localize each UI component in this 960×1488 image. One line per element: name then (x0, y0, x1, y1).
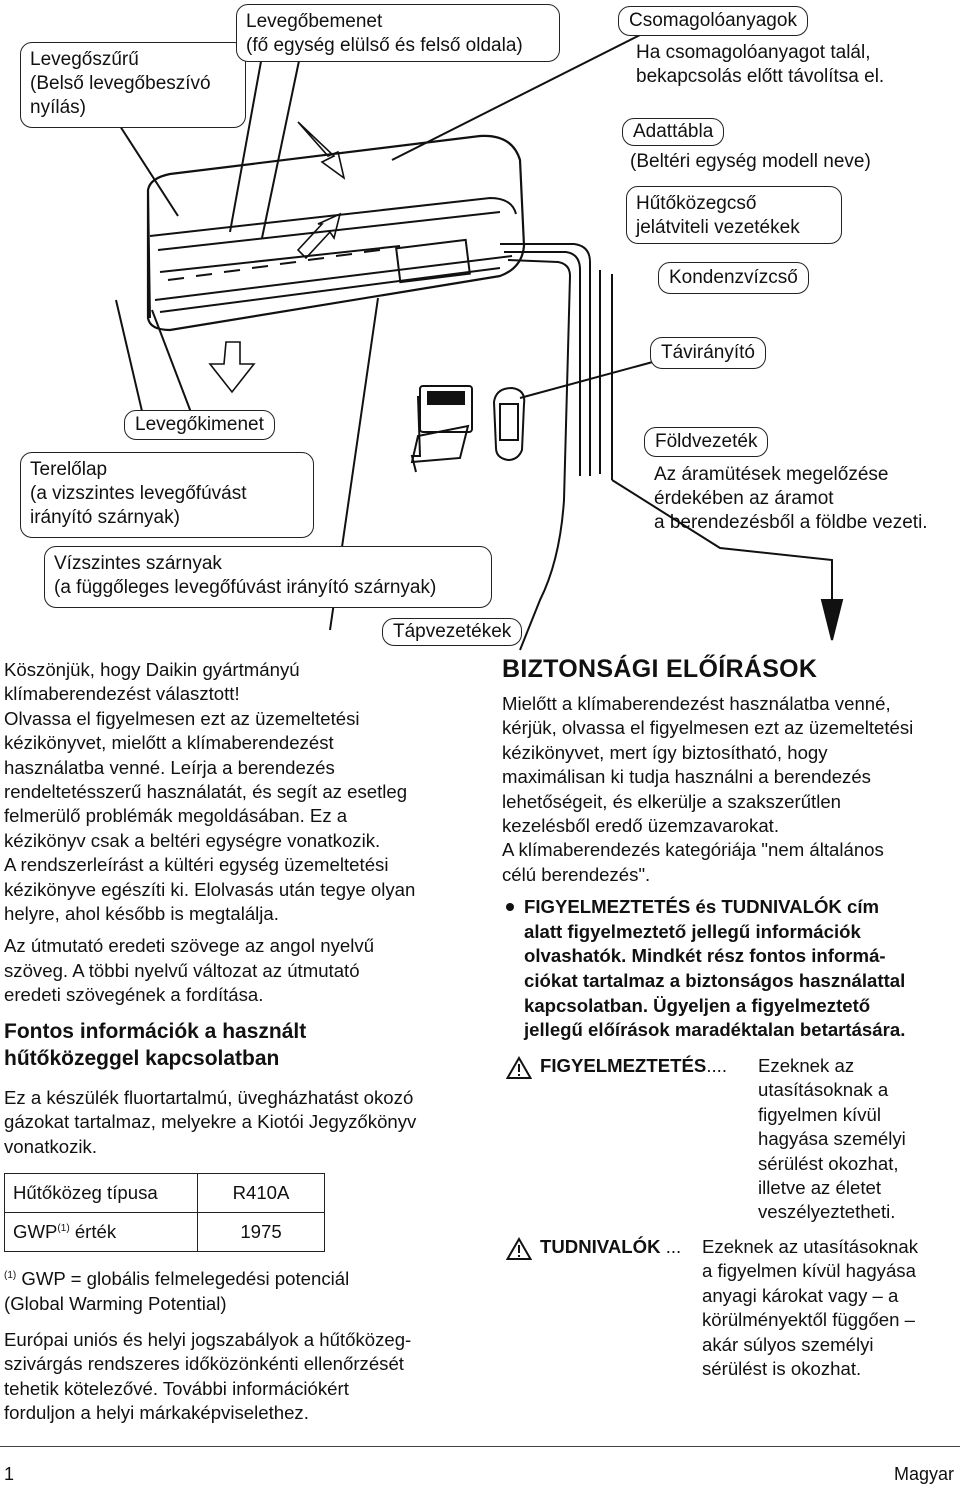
caution-text: Ezeknek az utasításoknak a figyelmen kívül hagyása anyagi károkat vagy – a körülményektől függően – akár súlyos személyi sérülést is okozhat. (702, 1236, 919, 1380)
page-number: 1 (4, 1464, 15, 1484)
table-cell-label: GWP$^{(1)}$ érték (5, 1212, 198, 1251)
footnote: $^{(1)}$ GWP = globális felmelegedési potenciál (Global Warming Potential) (4, 1268, 350, 1314)
louvers-label: Vízszintes szárnyak (a függőleges levegőfúvást irányító szárnyak) (44, 546, 492, 608)
caution-label: TUDNIVALÓK ... (540, 1236, 682, 1257)
packaging-title: Csomagolóanyagok (618, 6, 808, 36)
refrigerant-pipe-label: Hűtőközegcső jelátviteli vezetékek (626, 186, 842, 244)
nameplate-text: (Beltéri egység modell neve) (630, 151, 871, 172)
air-inlet-line-2: (fő egység elülső és felső oldala) (246, 35, 523, 56)
earth-text: Az áramütések megelőzése érdekében az áramot a berendezésből a földbe vezeti. (654, 464, 928, 533)
right-column (502, 654, 954, 1043)
original-language-note: Az útmutató eredeti szövege az angol nyelvű szöveg. A többi nyelvű változat az útmutató eredeti szövegének a fordítása. (4, 935, 375, 1006)
eu-regulation-text: Európai uniós és helyi jogszabályok a hűtőközeg- szivárgás rendszeres időközönkénti ellenőrzését tehetik kötelezővé. További információkért forduljon a helyi márkaképviselethez. (4, 1328, 412, 1424)
table-row (5, 1173, 325, 1212)
footer-divider (0, 1446, 960, 1447)
table-cell-value: R410A (198, 1173, 325, 1212)
intro-paragraph: Köszönjük, hogy Daikin gyártmányú klímaberendezést választott! Olvassa el figyelmesen ezt az üzemeltetési kézikönyvet, mielőtt a klímaberendezést használatba venné. Leírja a berendezés rendeltetésszerű használatát, és segít az esetleg felmerülő problémák megoldásában. Ez a kézikönyv csak a beltéri egységre vonatkozik. A rendszerleírást a kültéri egység üzemeltetési kézikönyve egészíti ki. Elolvasás után tegye olyan helyre, ahol később is megtalálja. (4, 659, 416, 925)
footer-language: Magyar (893, 1464, 954, 1484)
earth-title: Földvezeték (644, 427, 768, 457)
safety-text: Mielőtt a klímaberendezést használatba venné, kérjük, olvassa el figyelmesen ezt az üzemeltetési kézikönyvet, mert így biztosítható, hogy maximálisan ki tudja használni a berendezés lehetőségeit, és elkerülje a szakszerűtlen kezelésből eredő üzemzavarokat. A klímaberendezés kategóriája "nem általános célú berendezés". (502, 693, 914, 885)
bullet-item: FIGYELMEZTETÉS és TUDNIVALÓK cím alatt figyelmeztető jellegű információk olvashatók. Mindkét rész fontos informá- ciókat tartalmaz a biztonságos használattal kapcsolatban. Ügyeljen a figyelmeztető jellegű előírások maradéktalan betartására. (502, 895, 954, 1043)
air-filter-line-2: (Belső levegőbeszívó (30, 73, 211, 94)
safety-heading: BIZTONSÁGI ELŐÍRÁSOK (502, 655, 818, 683)
bullet-dot-icon (506, 903, 514, 911)
remote-label: Távirányító (650, 337, 766, 369)
warning-label: FIGYELMEZTETÉS.... (540, 1055, 727, 1076)
power-wires-label: Tápvezetékek (382, 618, 522, 646)
table-cell-value: 1975 (198, 1212, 325, 1251)
refrigerant-table (4, 1173, 325, 1252)
air-inlet-label (236, 4, 560, 62)
caution-triangle-icon (506, 1237, 532, 1261)
air-filter-line-1: Levegőszűrű (30, 49, 139, 70)
air-outlet-label: Levegőkimenet (124, 410, 275, 440)
footnote-mark: (1) (4, 1269, 17, 1281)
packaging-text: Ha csomagolóanyagot talál, bekapcsolás előtt távolítsa el. (636, 42, 885, 87)
table-cell-label: Hűtőközeg típusa (5, 1173, 198, 1212)
nameplate-title: Adattábla (622, 118, 724, 146)
refrigerant-text: Ez a készülék fluortartalmú, üvegházhatást okozó gázokat tartalmaz, melyekre a Kiotói Jegyzőkönyv vonatkozik. (4, 1086, 417, 1157)
air-filter-label (20, 42, 246, 128)
air-filter-line-3: nyílás) (30, 97, 86, 118)
caution-block (506, 1235, 946, 1385)
warning-triangle-icon (506, 1056, 532, 1080)
table-row (5, 1212, 325, 1251)
air-inlet-line-1: Levegőbemenet (246, 11, 383, 32)
refrigerant-heading: Fontos információk a használt hűtőközeggel kapcsolatban (4, 1019, 307, 1070)
warning-block (506, 1054, 946, 1230)
left-column (4, 658, 472, 1426)
flap-label: Terelőlap (a vizszintes levegőfúvást irányító szárnyak) (20, 452, 314, 538)
drain-pipe-label: Kondenzvízcső (658, 262, 809, 294)
warning-text: Ezeknek az utasításoknak a figyelmen kívül hagyása személyi sérülést okozhat, illetve az életet veszélyeztetheti. (758, 1055, 906, 1223)
